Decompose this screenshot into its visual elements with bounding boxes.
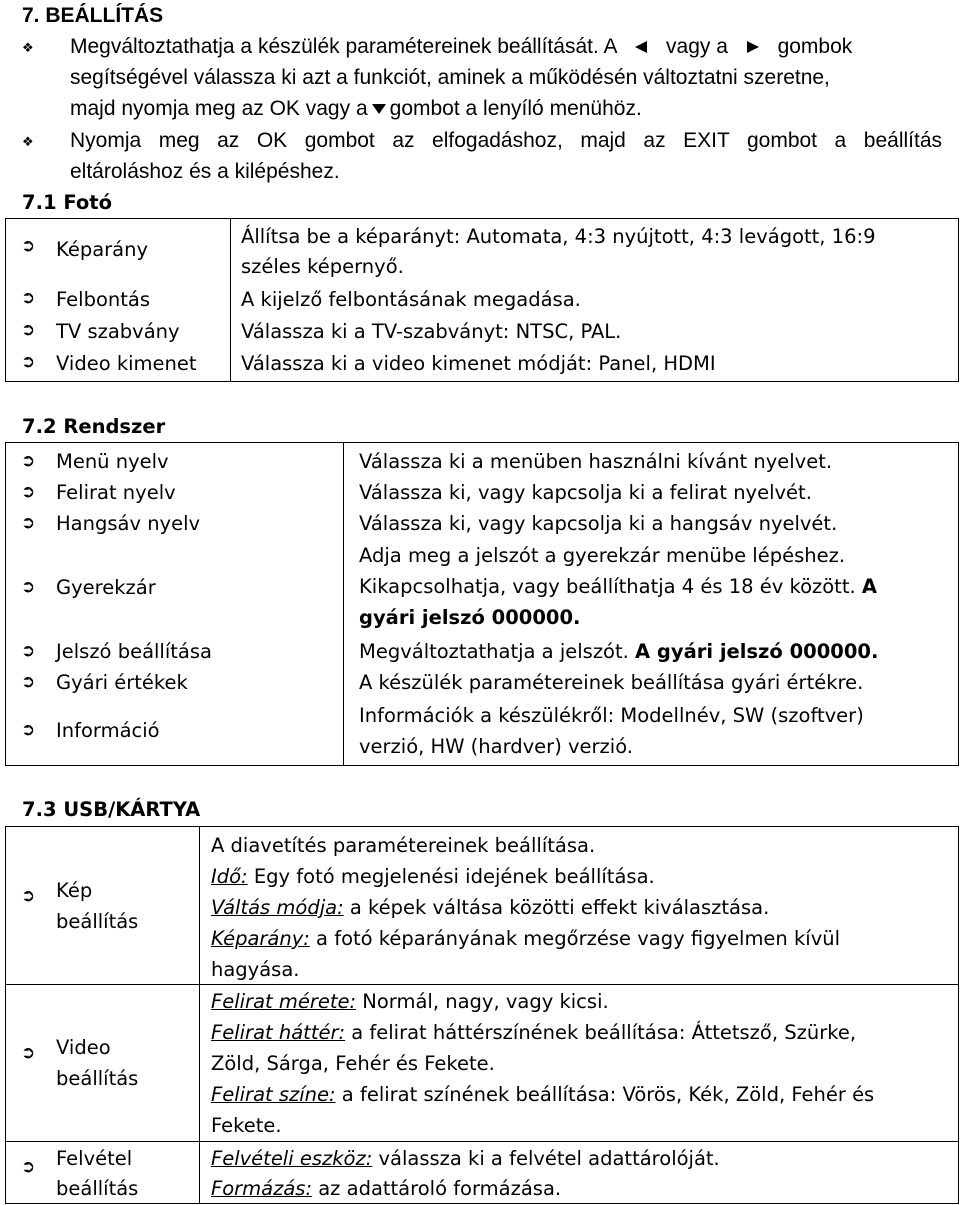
intro-bullet-2-line-2: eltároláshoz és a kilépéshez. [70,160,340,183]
desc-tv-szabvany: Válassza ki a TV-szabványt: NTSC, PAL. [241,320,622,343]
circled-arrow-icon: ➲ [21,720,36,739]
desc-bold-text: gyári jelszó 000000. [359,606,581,629]
circled-arrow-icon: ➲ [21,1043,36,1062]
circled-arrow-icon: ➲ [21,886,36,905]
desc-gyari-ertekek: A készülék paramétereinek beállítása gyári értékre. [359,671,864,694]
intro-text: vagy a [666,35,728,58]
desc-felbontas: A kijelző felbontásának megadása. [241,288,581,311]
intro-text: gombot a lenyíló menühöz. [389,97,642,120]
desc-text: a felirat színének beállítása: Vörös, Kék, Zöld, Fehér és [335,1083,875,1106]
desc-informacio-line-1: Információk a készülékről: Modellnév, SW (szoftver) [359,704,864,727]
heading-usb-kartya: 7.3 USB/KÁRTYA [22,798,201,821]
desc-video-line-4 [211,1079,874,1110]
desc-underlined-text: Felirat színe: [211,1083,336,1106]
label-menu-nyelv: Menü nyelv [56,450,169,473]
desc-bold-text: A [861,575,877,598]
circled-arrow-icon: ➲ [21,352,36,371]
divider [6,1141,958,1142]
desc-underlined-text: Képarány: [211,927,310,950]
desc-gyerekzar-line-2 [359,571,877,602]
right-triangle-icon [746,40,760,54]
desc-keparany-line-1: Állítsa be a képarányt: Automata, 4:3 nyújtott, 4:3 levágott, 16:9 [241,225,876,248]
circled-arrow-icon: ➲ [21,672,36,691]
desc-text: a fotó képarányának megőrzése vagy figyelmen kívül [309,927,841,950]
circled-arrow-icon: ➲ [21,577,36,596]
circled-arrow-icon: ➲ [21,482,36,501]
heading-rendszer: 7.2 Rendszer [22,415,166,438]
intro-text: Megváltoztathatja a készülék paramétereinek beállítását. A [70,35,617,58]
desc-video-line-5: Fekete. [211,1114,282,1137]
section-title: 7. BEÁLLÍTÁS [22,4,164,27]
intro-text: majd nyomja meg az OK vagy a [70,97,368,120]
circled-arrow-icon: ➲ [21,513,36,532]
label-hangsav-nyelv: Hangsáv nyelv [56,512,201,535]
label-informacio: Információ [56,719,160,742]
label-jelszo: Jelszó beállítása [56,640,212,663]
label-gyari-ertekek: Gyári értékek [56,671,188,694]
foto-table [5,218,959,382]
desc-underlined-text: Idő: [211,865,248,888]
desc-text: Normál, nagy, vagy kicsi. [356,990,609,1013]
divider [6,984,958,985]
intro-bullet-1-line-2: segítségével válassza ki azt a funkciót, aminek a működésén változtatni szeretne, [70,66,830,89]
desc-text: válassza ki a felvétel adattárolóját. [372,1147,720,1170]
desc-gyerekzar-line-1: Adja meg a jelszót a gyerekzár menübe lépéshez. [359,544,846,567]
desc-gyerekzar-line-3 [359,602,580,633]
desc-underlined-text: Felirat mérete: [211,990,357,1013]
label-kep-line-1: Kép [56,879,93,902]
desc-text: az adattároló formázása. [312,1177,562,1200]
down-triangle-icon [371,103,387,115]
desc-text: Megváltoztathatja a jelszót. [359,640,629,663]
desc-felvetel-line-2 [211,1173,561,1204]
desc-menu-nyelv: Válassza ki a menüben használni kívánt nyelvet. [359,450,833,473]
label-kep-line-2: beállítás [56,910,139,933]
label-video-line-1: Video [56,1036,111,1059]
label-video-line-2: beállítás [56,1067,139,1090]
rendszer-table [5,442,959,766]
desc-kep-line-5: hagyása. [211,958,300,981]
heading-foto: 7.1 Fotó [22,191,112,214]
label-gyerekzar: Gyerekzár [56,576,156,599]
divider [199,827,200,1203]
circled-arrow-icon: ➲ [21,451,36,470]
desc-felvetel-line-1 [211,1143,720,1174]
divider [230,219,231,381]
label-felirat-nyelv: Felirat nyelv [56,481,176,504]
desc-informacio-line-2: verzió, HW (hardver) verzió. [359,735,633,758]
desc-kep-line-2 [211,861,655,892]
label-tv-szabvany: TV szabvány [56,320,180,343]
label-felvetel-line-1: Felvétel [56,1147,133,1170]
desc-felirat-nyelv: Válassza ki, vagy kapcsolja ki a felirat nyelvét. [359,481,812,504]
divider [343,443,344,765]
desc-text: a felirat háttérszínének beállítása: Áttetsző, Szürke, [345,1021,857,1044]
intro-text: gombok [777,35,853,58]
intro-bullet-2-line-1: Nyomja meg az OK gombot az elfogadáshoz, majd az EXIT gombot a beállítás [70,129,942,152]
circled-arrow-icon: ➲ [21,320,36,339]
desc-underlined-text: Váltás módja: [211,896,344,919]
intro-bullet-1-line-1 [70,31,945,62]
desc-video-line-3: Zöld, Sárga, Fehér és Fekete. [211,1052,495,1075]
desc-underlined-text: Formázás: [211,1177,313,1200]
circled-arrow-icon: ➲ [21,641,36,660]
label-keparany: Képarány [56,238,149,261]
label-video-kimenet: Video kimenet [56,352,197,375]
desc-kep-line-3 [211,892,769,923]
desc-bold-text: A gyári jelszó 000000. [635,640,879,663]
desc-text: Kikapcsolhatja, vagy beállíthatja 4 és 18 év között. [359,575,856,598]
desc-kep-line-4 [211,923,840,954]
intro-bullet-1-line-3 [70,93,642,124]
left-triangle-icon [634,40,648,54]
label-felbontas: Felbontás [56,288,150,311]
desc-underlined-text: Felvételi eszköz: [211,1147,373,1170]
desc-video-line-2 [211,1017,856,1048]
circled-arrow-icon: ➲ [21,288,36,307]
label-felvetel-line-2: beállítás [56,1177,139,1200]
diamond-bullet-icon: ❖ [22,40,34,55]
circled-arrow-icon: ➲ [21,236,36,255]
diamond-bullet-icon: ❖ [22,134,34,149]
desc-video-line-1 [211,986,609,1017]
desc-underlined-text: Felirat háttér: [211,1021,346,1044]
desc-kep-line-1: A diavetítés paramétereinek beállítása. [211,834,596,857]
desc-text: a képek váltása közötti effekt kiválasztása. [343,896,770,919]
usb-table [5,826,959,1204]
desc-text: Egy fotó megjelenési idejének beállítása. [247,865,655,888]
desc-keparany-line-2: széles képernyő. [241,255,404,278]
desc-hangsav-nyelv: Válassza ki, vagy kapcsolja ki a hangsáv nyelvét. [359,512,838,535]
circled-arrow-icon: ➲ [21,1157,36,1176]
desc-jelszo [359,636,878,667]
desc-video-kimenet: Válassza ki a video kimenet módját: Panel, HDMI [241,352,716,375]
